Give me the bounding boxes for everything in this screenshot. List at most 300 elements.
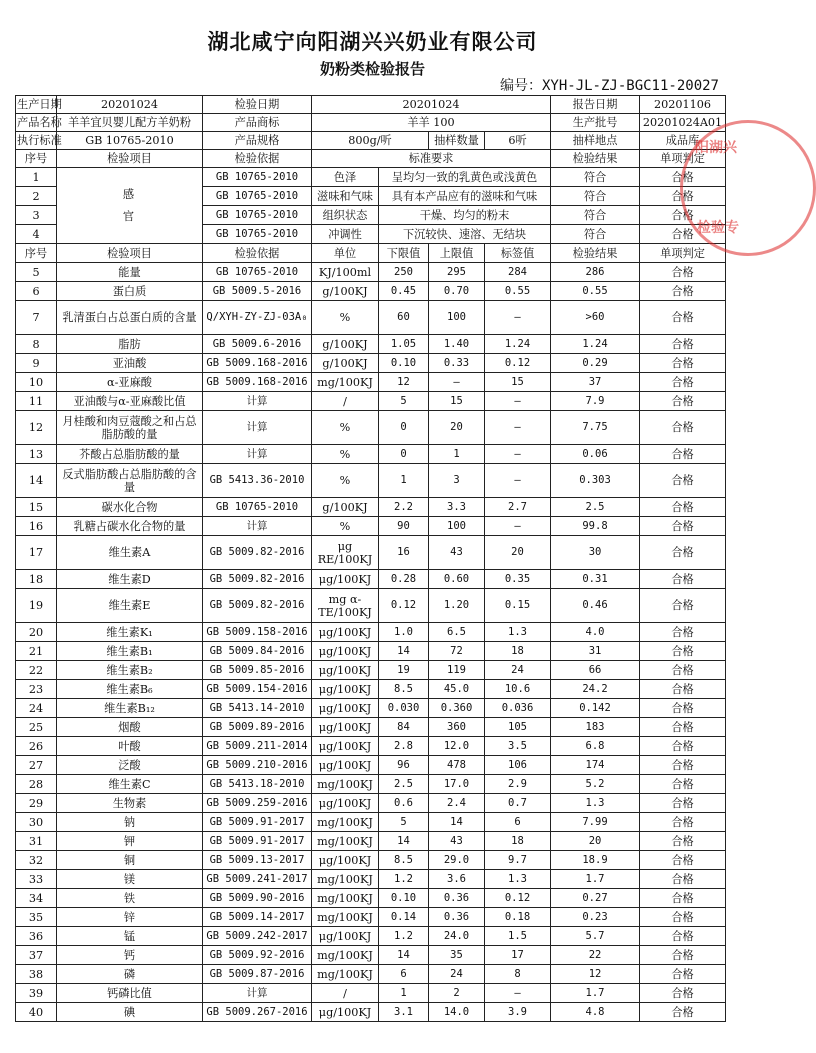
sensory-no: 2 [16, 187, 57, 206]
cell-label: – [485, 301, 551, 335]
cell-result: 2.5 [551, 498, 640, 517]
cell-basis: GB 5009.241-2017 [203, 870, 312, 889]
cell-item: 维生素E [57, 589, 203, 623]
cell-low: 0.12 [379, 589, 429, 623]
cell-judge: 合格 [640, 870, 726, 889]
cell-label: 1.3 [485, 870, 551, 889]
cell-result: 7.75 [551, 411, 640, 445]
cell-item: 乳清蛋白占总蛋白质的含量 [57, 301, 203, 335]
cell-no: 12 [16, 411, 57, 445]
table-row [16, 623, 726, 642]
sensory-no: 1 [16, 168, 57, 187]
standard-value: GB 10765-2010 [57, 132, 203, 150]
sensory-result: 符合 [551, 168, 640, 187]
cell-result: 7.9 [551, 392, 640, 411]
table-row [16, 1003, 726, 1022]
cell-high: 3 [429, 464, 485, 498]
cell-result: 5.2 [551, 775, 640, 794]
cell-basis: GB 5009.91-2017 [203, 832, 312, 851]
cell-result: 1.3 [551, 794, 640, 813]
cell-result: 22 [551, 946, 640, 965]
cell-result: 66 [551, 661, 640, 680]
table-row [16, 908, 726, 927]
cell-judge: 合格 [640, 570, 726, 589]
cell-high: 0.360 [429, 699, 485, 718]
table-row [16, 335, 726, 354]
cell-item: 维生素K₁ [57, 623, 203, 642]
cell-item: 钾 [57, 832, 203, 851]
sensory-basis: GB 10765-2010 [203, 187, 312, 206]
cell-unit: % [312, 464, 379, 498]
cell-unit: μg RE/100KJ [312, 536, 379, 570]
brand-label: 产品商标 [203, 114, 312, 132]
cell-low: 6 [379, 965, 429, 984]
cell-item: 反式脂肪酸占总脂肪酸的含量 [57, 464, 203, 498]
product-name-label: 产品名称 [16, 114, 57, 132]
cell-low: 1.2 [379, 870, 429, 889]
table-row [16, 589, 726, 623]
cell-item: 生物素 [57, 794, 203, 813]
cell-judge: 合格 [640, 536, 726, 570]
cell-high: 24 [429, 965, 485, 984]
cell-label: 20 [485, 536, 551, 570]
cell-basis: GB 5009.90-2016 [203, 889, 312, 908]
cell-basis: GB 5009.267-2016 [203, 1003, 312, 1022]
cell-low: 0.6 [379, 794, 429, 813]
cell-low: 1.2 [379, 927, 429, 946]
cell-unit: μg/100KJ [312, 642, 379, 661]
cell-high: 119 [429, 661, 485, 680]
sample-loc-value: 成品库 [640, 132, 726, 150]
cell-high: 17.0 [429, 775, 485, 794]
cell-result: 20 [551, 832, 640, 851]
cell-item: 钙 [57, 946, 203, 965]
cell-item: 烟酸 [57, 718, 203, 737]
cell-basis: GB 5009.6-2016 [203, 335, 312, 354]
cell-basis: GB 5009.13-2017 [203, 851, 312, 870]
sensory-attr: 组织状态 [312, 206, 379, 225]
cell-item: 锌 [57, 908, 203, 927]
sensory-req: 下沉较快、速溶、无结块 [379, 225, 551, 244]
cell-item: 磷 [57, 965, 203, 984]
cell-unit: mg/100KJ [312, 832, 379, 851]
cell-unit: mg/100KJ [312, 870, 379, 889]
cell-basis: GB 5413.18-2010 [203, 775, 312, 794]
header-row-standard [16, 132, 726, 150]
table-row [16, 498, 726, 517]
table-row [16, 927, 726, 946]
sensory-header-row [16, 150, 726, 168]
cell-high: 43 [429, 536, 485, 570]
cell-no: 39 [16, 984, 57, 1003]
table-row [16, 301, 726, 335]
cell-label: 10.6 [485, 680, 551, 699]
cell-label: 2.7 [485, 498, 551, 517]
cell-basis: GB 5413.36-2010 [203, 464, 312, 498]
cell-high: 29.0 [429, 851, 485, 870]
cell-basis: GB 5413.14-2010 [203, 699, 312, 718]
main-col-header: 单项判定 [640, 244, 726, 263]
cell-judge: 合格 [640, 445, 726, 464]
cell-label: 24 [485, 661, 551, 680]
table-row [16, 756, 726, 775]
cell-item: 泛酸 [57, 756, 203, 775]
cell-label: – [485, 517, 551, 536]
sensory-col-basis: 检验依据 [203, 150, 312, 168]
cell-high: 14.0 [429, 1003, 485, 1022]
sensory-attr: 色泽 [312, 168, 379, 187]
cell-result: 99.8 [551, 517, 640, 536]
cell-basis: 计算 [203, 445, 312, 464]
sensory-col-judge: 单项判定 [640, 150, 726, 168]
cell-judge: 合格 [640, 498, 726, 517]
cell-unit: % [312, 301, 379, 335]
cell-low: 19 [379, 661, 429, 680]
cell-result: 4.8 [551, 1003, 640, 1022]
seal-text-top: 阳湖兴 [695, 140, 737, 156]
cell-unit: μg/100KJ [312, 794, 379, 813]
cell-basis: GB 5009.92-2016 [203, 946, 312, 965]
cell-no: 23 [16, 680, 57, 699]
cell-item: 亚油酸 [57, 354, 203, 373]
cell-label: – [485, 411, 551, 445]
cell-result: 0.29 [551, 354, 640, 373]
cell-unit: μg/100KJ [312, 756, 379, 775]
cell-high: 100 [429, 517, 485, 536]
cell-item: 亚油酸与α-亚麻酸比值 [57, 392, 203, 411]
seal-text-bottom: 检验专 [697, 220, 739, 236]
cell-low: 90 [379, 517, 429, 536]
cell-low: 1.05 [379, 335, 429, 354]
report-subtitle: 奶粉类检验报告 [319, 60, 425, 78]
cell-judge: 合格 [640, 517, 726, 536]
cell-label: 0.35 [485, 570, 551, 589]
header-row-dates [16, 96, 726, 114]
cell-no: 30 [16, 813, 57, 832]
cell-result: 1.7 [551, 870, 640, 889]
cell-label: 0.18 [485, 908, 551, 927]
cell-judge: 合格 [640, 642, 726, 661]
cell-no: 9 [16, 354, 57, 373]
cell-judge: 合格 [640, 335, 726, 354]
cell-unit: mg/100KJ [312, 946, 379, 965]
table-row [16, 737, 726, 756]
cell-item: 维生素B₁ [57, 642, 203, 661]
cell-unit: g/100KJ [312, 335, 379, 354]
cell-no: 28 [16, 775, 57, 794]
sensory-basis: GB 10765-2010 [203, 168, 312, 187]
product-name-value: 羊羊宜贝婴儿配方羊奶粉 [57, 114, 203, 132]
sensory-no: 4 [16, 225, 57, 244]
cell-no: 34 [16, 889, 57, 908]
cell-judge: 合格 [640, 984, 726, 1003]
cell-judge: 合格 [640, 680, 726, 699]
cell-no: 18 [16, 570, 57, 589]
cell-low: 0.10 [379, 889, 429, 908]
cell-low: 5 [379, 392, 429, 411]
cell-low: 1 [379, 984, 429, 1003]
cell-basis: GB 5009.168-2016 [203, 373, 312, 392]
cell-unit: μg/100KJ [312, 851, 379, 870]
cell-label: 284 [485, 263, 551, 282]
table-row [16, 263, 726, 282]
cell-judge: 合格 [640, 756, 726, 775]
cell-basis: 计算 [203, 984, 312, 1003]
cell-label: 18 [485, 832, 551, 851]
cell-high: 100 [429, 301, 485, 335]
table-row [16, 517, 726, 536]
cell-judge: 合格 [640, 927, 726, 946]
cell-item: 月桂酸和肉豆蔻酸之和占总脂肪酸的量 [57, 411, 203, 445]
prod-date-value: 20201024 [57, 96, 203, 114]
spec-value: 800g/听 [312, 132, 429, 150]
cell-item: 维生素A [57, 536, 203, 570]
cell-no: 40 [16, 1003, 57, 1022]
company-title: 湖北咸宁向阳湖兴兴奶业有限公司 [207, 29, 538, 54]
table-row [16, 718, 726, 737]
cell-judge: 合格 [640, 946, 726, 965]
table-row [16, 445, 726, 464]
cell-no: 29 [16, 794, 57, 813]
cell-high: 2.4 [429, 794, 485, 813]
cell-judge: 合格 [640, 832, 726, 851]
sensory-result: 符合 [551, 206, 640, 225]
sensory-basis: GB 10765-2010 [203, 225, 312, 244]
table-row [16, 392, 726, 411]
cell-basis: GB 5009.242-2017 [203, 927, 312, 946]
cell-basis: GB 5009.211-2014 [203, 737, 312, 756]
cell-unit: % [312, 517, 379, 536]
table-row [16, 794, 726, 813]
cell-basis: GB 5009.154-2016 [203, 680, 312, 699]
cell-judge: 合格 [640, 282, 726, 301]
cell-result: 31 [551, 642, 640, 661]
cell-judge: 合格 [640, 589, 726, 623]
cell-label: – [485, 445, 551, 464]
sensory-req: 具有本产品应有的滋味和气味 [379, 187, 551, 206]
cell-unit: g/100KJ [312, 354, 379, 373]
cell-low: 16 [379, 536, 429, 570]
table-row [16, 282, 726, 301]
sensory-attr: 冲调性 [312, 225, 379, 244]
cell-item: 碳水化合物 [57, 498, 203, 517]
cell-result: 37 [551, 373, 640, 392]
cell-item: 维生素D [57, 570, 203, 589]
cell-item: 铁 [57, 889, 203, 908]
cell-unit: mg/100KJ [312, 813, 379, 832]
cell-item: 铜 [57, 851, 203, 870]
cell-high: 12.0 [429, 737, 485, 756]
cell-high: 1.20 [429, 589, 485, 623]
cell-no: 25 [16, 718, 57, 737]
cell-unit: mg/100KJ [312, 908, 379, 927]
cell-no: 6 [16, 282, 57, 301]
cell-low: 0 [379, 411, 429, 445]
cell-item: 维生素C [57, 775, 203, 794]
cell-item: 钠 [57, 813, 203, 832]
report-table [15, 95, 726, 1022]
cell-judge: 合格 [640, 699, 726, 718]
sample-qty-value: 6听 [485, 132, 551, 150]
cell-no: 27 [16, 756, 57, 775]
cell-unit: μg/100KJ [312, 680, 379, 699]
cell-no: 7 [16, 301, 57, 335]
cell-basis: GB 5009.168-2016 [203, 354, 312, 373]
cell-high: 2 [429, 984, 485, 1003]
cell-label: 2.9 [485, 775, 551, 794]
cell-no: 21 [16, 642, 57, 661]
cell-high: 1.40 [429, 335, 485, 354]
cell-judge: 合格 [640, 411, 726, 445]
cell-result: 0.55 [551, 282, 640, 301]
cell-result: 174 [551, 756, 640, 775]
cell-no: 26 [16, 737, 57, 756]
cell-low: 12 [379, 373, 429, 392]
cell-label: 3.5 [485, 737, 551, 756]
cell-high: 72 [429, 642, 485, 661]
cell-no: 31 [16, 832, 57, 851]
cell-basis: GB 5009.91-2017 [203, 813, 312, 832]
cell-item: 蛋白质 [57, 282, 203, 301]
table-row [16, 699, 726, 718]
cell-unit: mg α-TE/100KJ [312, 589, 379, 623]
cell-high: 15 [429, 392, 485, 411]
cell-unit: μg/100KJ [312, 661, 379, 680]
cell-judge: 合格 [640, 965, 726, 984]
cell-no: 8 [16, 335, 57, 354]
table-row [16, 570, 726, 589]
cell-label: 0.12 [485, 354, 551, 373]
cell-unit: mg/100KJ [312, 889, 379, 908]
cell-result: 4.0 [551, 623, 640, 642]
cell-high: 6.5 [429, 623, 485, 642]
cell-basis: GB 5009.82-2016 [203, 570, 312, 589]
table-row [16, 775, 726, 794]
cell-judge: 合格 [640, 373, 726, 392]
cell-basis: GB 5009.89-2016 [203, 718, 312, 737]
cell-unit: μg/100KJ [312, 699, 379, 718]
cell-low: 1 [379, 464, 429, 498]
cell-no: 10 [16, 373, 57, 392]
cell-high: 43 [429, 832, 485, 851]
cell-high: 3.6 [429, 870, 485, 889]
cell-unit: % [312, 445, 379, 464]
cell-basis: GB 5009.259-2016 [203, 794, 312, 813]
cell-item: 维生素B₁₂ [57, 699, 203, 718]
cell-label: 0.7 [485, 794, 551, 813]
cell-item: 镁 [57, 870, 203, 889]
sensory-item-text: 感官 [122, 187, 137, 223]
cell-result: 0.06 [551, 445, 640, 464]
insp-date-label: 检验日期 [203, 96, 312, 114]
sensory-col-result: 检验结果 [551, 150, 640, 168]
cell-high: 0.60 [429, 570, 485, 589]
table-row [16, 870, 726, 889]
cell-high: 0.70 [429, 282, 485, 301]
cell-basis: GB 5009.84-2016 [203, 642, 312, 661]
sensory-basis: GB 10765-2010 [203, 206, 312, 225]
table-row [16, 411, 726, 445]
cell-result: 5.7 [551, 927, 640, 946]
cell-unit: / [312, 392, 379, 411]
cell-unit: μg/100KJ [312, 718, 379, 737]
cell-low: 96 [379, 756, 429, 775]
table-row [16, 946, 726, 965]
table-row [16, 965, 726, 984]
cell-no: 32 [16, 851, 57, 870]
cell-high: – [429, 373, 485, 392]
cell-label: 8 [485, 965, 551, 984]
cell-low: 8.5 [379, 851, 429, 870]
cell-item: 乳糖占碳水化合物的量 [57, 517, 203, 536]
cell-low: 2.2 [379, 498, 429, 517]
cell-unit: μg/100KJ [312, 737, 379, 756]
cell-result: 0.142 [551, 699, 640, 718]
report-date-label: 报告日期 [551, 96, 640, 114]
cell-item: 脂肪 [57, 335, 203, 354]
main-col-header: 上限值 [429, 244, 485, 263]
cell-basis: GB 10765-2010 [203, 498, 312, 517]
cell-no: 37 [16, 946, 57, 965]
cell-low: 14 [379, 642, 429, 661]
cell-unit: g/100KJ [312, 498, 379, 517]
sensory-col-req: 标准要求 [312, 150, 551, 168]
cell-low: 0.28 [379, 570, 429, 589]
cell-label: 0.036 [485, 699, 551, 718]
cell-result: >60 [551, 301, 640, 335]
cell-no: 33 [16, 870, 57, 889]
main-col-header: 单位 [312, 244, 379, 263]
cell-high: 45.0 [429, 680, 485, 699]
cell-high: 295 [429, 263, 485, 282]
sensory-req: 呈均匀一致的乳黄色或浅黄色 [379, 168, 551, 187]
cell-result: 1.24 [551, 335, 640, 354]
cell-item: α-亚麻酸 [57, 373, 203, 392]
cell-unit: μg/100KJ [312, 1003, 379, 1022]
cell-judge: 合格 [640, 889, 726, 908]
main-col-header: 检验结果 [551, 244, 640, 263]
cell-label: – [485, 984, 551, 1003]
cell-result: 12 [551, 965, 640, 984]
main-col-header: 检验依据 [203, 244, 312, 263]
cell-no: 19 [16, 589, 57, 623]
sensory-result: 符合 [551, 225, 640, 244]
cell-basis: GB 5009.14-2017 [203, 908, 312, 927]
cell-label: 1.3 [485, 623, 551, 642]
cell-unit: μg/100KJ [312, 927, 379, 946]
cell-basis: 计算 [203, 411, 312, 445]
table-row [16, 984, 726, 1003]
cell-label: 6 [485, 813, 551, 832]
cell-basis: GB 10765-2010 [203, 263, 312, 282]
cell-label: 0.55 [485, 282, 551, 301]
cell-basis: GB 5009.5-2016 [203, 282, 312, 301]
sensory-row [16, 168, 726, 187]
table-row [16, 851, 726, 870]
cell-no: 11 [16, 392, 57, 411]
cell-result: 286 [551, 263, 640, 282]
cell-low: 84 [379, 718, 429, 737]
cell-label: 106 [485, 756, 551, 775]
prod-date-label: 生产日期 [16, 96, 57, 114]
cell-result: 6.8 [551, 737, 640, 756]
cell-high: 0.36 [429, 889, 485, 908]
table-row [16, 642, 726, 661]
cell-item: 锰 [57, 927, 203, 946]
cell-label: 18 [485, 642, 551, 661]
cell-high: 35 [429, 946, 485, 965]
cell-unit: μg/100KJ [312, 623, 379, 642]
